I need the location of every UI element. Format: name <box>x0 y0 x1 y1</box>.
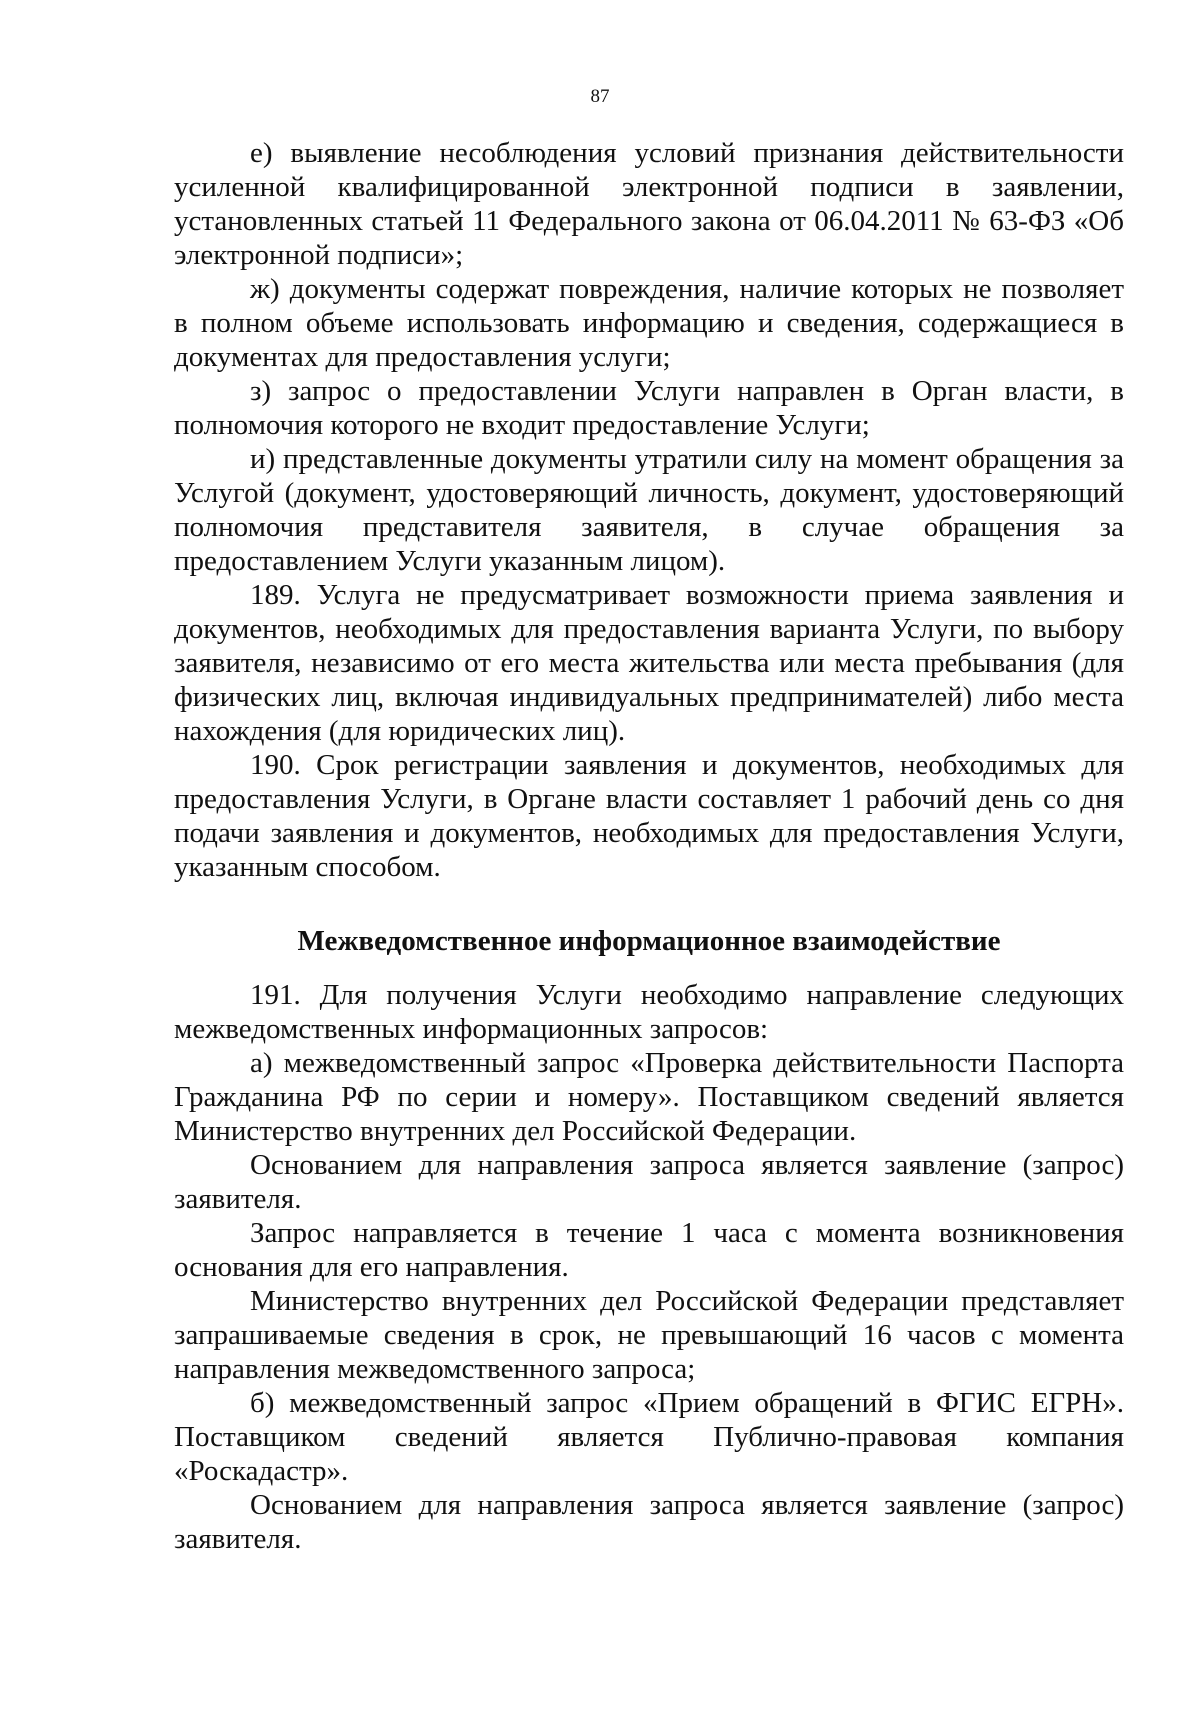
paragraph-191-b: б) межведомственный запрос «Прием обращений в ФГИС ЕГРН». Поставщиком сведений является Публично-правовая компания «Роскадастр». <box>174 1387 1124 1487</box>
paragraph-e: е) выявление несоблюдения условий признания действительности усиленной квалифицированной электронной подписи в заявлении, установленных статьей 11 Федерального закона от 06.04.2011 № 63-ФЗ «Об электронной подписи»; <box>174 137 1124 271</box>
paragraph-191: 191. Для получения Услуги необходимо направление следующих межведомственных информационных запросов: <box>174 979 1124 1045</box>
paragraph-191-a: а) межведомственный запрос «Проверка действительности Паспорта Гражданина РФ по серии и номеру». Поставщиком сведений является Министерство внутренних дел Российской Федерации. <box>174 1047 1124 1147</box>
paragraph-basis-a: Основанием для направления запроса является заявление (запрос) заявителя. <box>174 1149 1124 1215</box>
paragraph-189: 189. Услуга не предусматривает возможности приема заявления и документов, необходимых для предоставления варианта Услуги, по выбору заявителя, независимо от его места жительства или места пребывания (для физических лиц, включая индивидуальных предпринимателей) либо места нахождения (для юридических лиц). <box>174 579 1124 747</box>
page-number: 87 <box>590 86 610 107</box>
section-heading: Межведомственное информационное взаимодействие <box>297 925 1001 957</box>
paragraph-190: 190. Срок регистрации заявления и документов, необходимых для предоставления Услуги, в Органе власти составляет 1 рабочий день со дня подачи заявления и документов, необходимых для предоставления Услуги, указанным способом. <box>174 749 1124 883</box>
paragraph-basis-b: Основанием для направления запроса является заявление (запрос) заявителя. <box>174 1489 1124 1555</box>
paragraph-i: и) представленные документы утратили силу на момент обращения за Услугой (документ, удостоверяющий личность, документ, удостоверяющий полномочия представителя заявителя, в случае обращения за предоставлением Услуги указанным лицом). <box>174 443 1124 577</box>
paragraph-mvd-deadline: Министерство внутренних дел Российской Федерации представляет запрашиваемые сведения в срок, не превышающий 16 часов с момента направления межведомственного запроса; <box>174 1285 1124 1385</box>
paragraph-timing-a: Запрос направляется в течение 1 часа с момента возникновения основания для его направления. <box>174 1217 1124 1283</box>
document-body <box>174 136 1124 1556</box>
paragraph-z: з) запрос о предоставлении Услуги направлен в Орган власти, в полномочия которого не входит предоставление Услуги; <box>174 375 1124 441</box>
paragraph-zh: ж) документы содержат повреждения, наличие которых не позволяет в полном объеме использовать информацию и сведения, содержащиеся в документах для предоставления услуги; <box>174 273 1124 373</box>
